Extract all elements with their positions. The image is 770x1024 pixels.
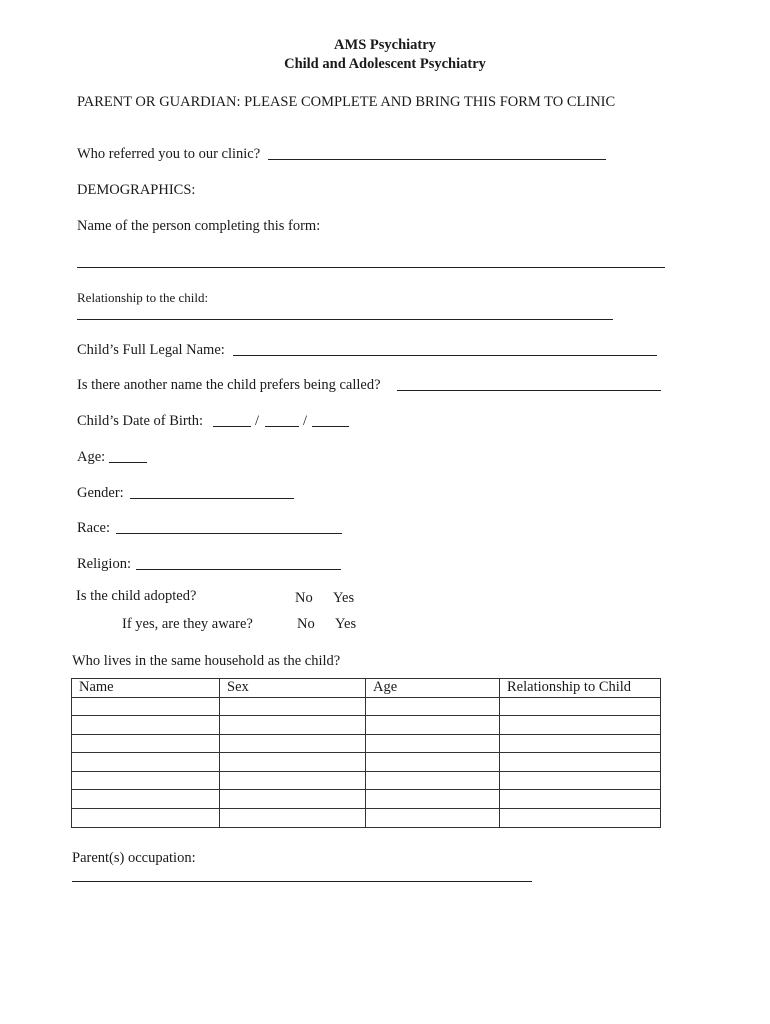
table-cell[interactable] — [366, 697, 500, 716]
referred-input-line[interactable] — [268, 159, 606, 160]
table-cell[interactable] — [366, 809, 500, 828]
table-header-row — [72, 679, 661, 698]
column-header-relationship: Relationship to Child — [500, 679, 661, 698]
dob-month-line[interactable] — [213, 426, 251, 427]
age-label: Age: — [77, 449, 106, 465]
table-cell[interactable] — [72, 734, 220, 753]
race-label: Race: — [77, 520, 111, 536]
aware-label: If yes, are they aware? — [122, 616, 253, 632]
household-question: Who lives in the same household as the child? — [72, 653, 341, 669]
table-cell[interactable] — [500, 697, 661, 716]
race-input-line[interactable] — [116, 533, 342, 534]
preferred-name-label: Is there another name the child prefers being called? — [77, 377, 381, 393]
demographics-heading: DEMOGRAPHICS: — [77, 182, 196, 198]
occupation-input-line[interactable] — [72, 881, 532, 882]
table-cell[interactable] — [220, 753, 366, 772]
table-row — [72, 790, 661, 809]
aware-no-option[interactable]: No — [297, 616, 315, 632]
relationship-label: Relationship to the child: — [77, 290, 209, 305]
table-row — [72, 716, 661, 735]
household-table — [71, 678, 661, 828]
table-cell[interactable] — [72, 697, 220, 716]
table-cell[interactable] — [366, 771, 500, 790]
table-cell[interactable] — [220, 809, 366, 828]
table-cell[interactable] — [500, 790, 661, 809]
column-header-age: Age — [366, 679, 500, 698]
table-row — [72, 734, 661, 753]
table-cell[interactable] — [72, 790, 220, 809]
column-header-name: Name — [72, 679, 220, 698]
table-cell[interactable] — [220, 716, 366, 735]
table-cell[interactable] — [220, 734, 366, 753]
table-cell[interactable] — [366, 753, 500, 772]
preferred-name-input-line[interactable] — [397, 390, 661, 391]
table-row — [72, 771, 661, 790]
gender-input-line[interactable] — [130, 498, 294, 499]
table-cell[interactable] — [500, 734, 661, 753]
dob-separator: / — [303, 413, 308, 429]
table-cell[interactable] — [500, 809, 661, 828]
dob-year-line[interactable] — [312, 426, 349, 427]
adopted-label: Is the child adopted? — [76, 588, 197, 604]
table-cell[interactable] — [72, 809, 220, 828]
table-cell[interactable] — [500, 753, 661, 772]
relationship-input-line[interactable] — [77, 319, 613, 320]
dob-label: Child’s Date of Birth: — [77, 413, 204, 429]
dob-separator: / — [255, 413, 260, 429]
table-cell[interactable] — [500, 771, 661, 790]
table-cell[interactable] — [72, 771, 220, 790]
occupation-label: Parent(s) occupation: — [72, 850, 196, 866]
completer-name-input-line[interactable] — [77, 267, 665, 268]
table-cell[interactable] — [500, 716, 661, 735]
table-row — [72, 697, 661, 716]
completer-name-label: Name of the person completing this form: — [77, 218, 321, 234]
instruction-text: PARENT OR GUARDIAN: PLEASE COMPLETE AND BRING THIS FORM TO CLINIC — [77, 94, 616, 110]
legal-name-input-line[interactable] — [233, 355, 657, 356]
age-input-line[interactable] — [109, 462, 147, 463]
table-row — [72, 809, 661, 828]
table-cell[interactable] — [72, 753, 220, 772]
department-title: Child and Adolescent Psychiatry — [284, 56, 486, 72]
religion-input-line[interactable] — [136, 569, 341, 570]
table-cell[interactable] — [220, 771, 366, 790]
legal-name-label: Child’s Full Legal Name: — [77, 342, 225, 358]
adopted-yes-option[interactable]: Yes — [333, 590, 355, 606]
table-cell[interactable] — [72, 716, 220, 735]
column-header-sex: Sex — [220, 679, 366, 698]
adopted-no-option[interactable]: No — [295, 590, 313, 606]
table-cell[interactable] — [220, 790, 366, 809]
table-cell[interactable] — [366, 734, 500, 753]
referred-label: Who referred you to our clinic? — [77, 146, 261, 162]
table-row — [72, 753, 661, 772]
org-title: AMS Psychiatry — [334, 37, 436, 53]
religion-label: Religion: — [77, 556, 131, 572]
table-cell[interactable] — [366, 716, 500, 735]
table-cell[interactable] — [366, 790, 500, 809]
table-cell[interactable] — [220, 697, 366, 716]
gender-label: Gender: — [77, 485, 124, 501]
aware-yes-option[interactable]: Yes — [335, 616, 357, 632]
dob-day-line[interactable] — [265, 426, 299, 427]
